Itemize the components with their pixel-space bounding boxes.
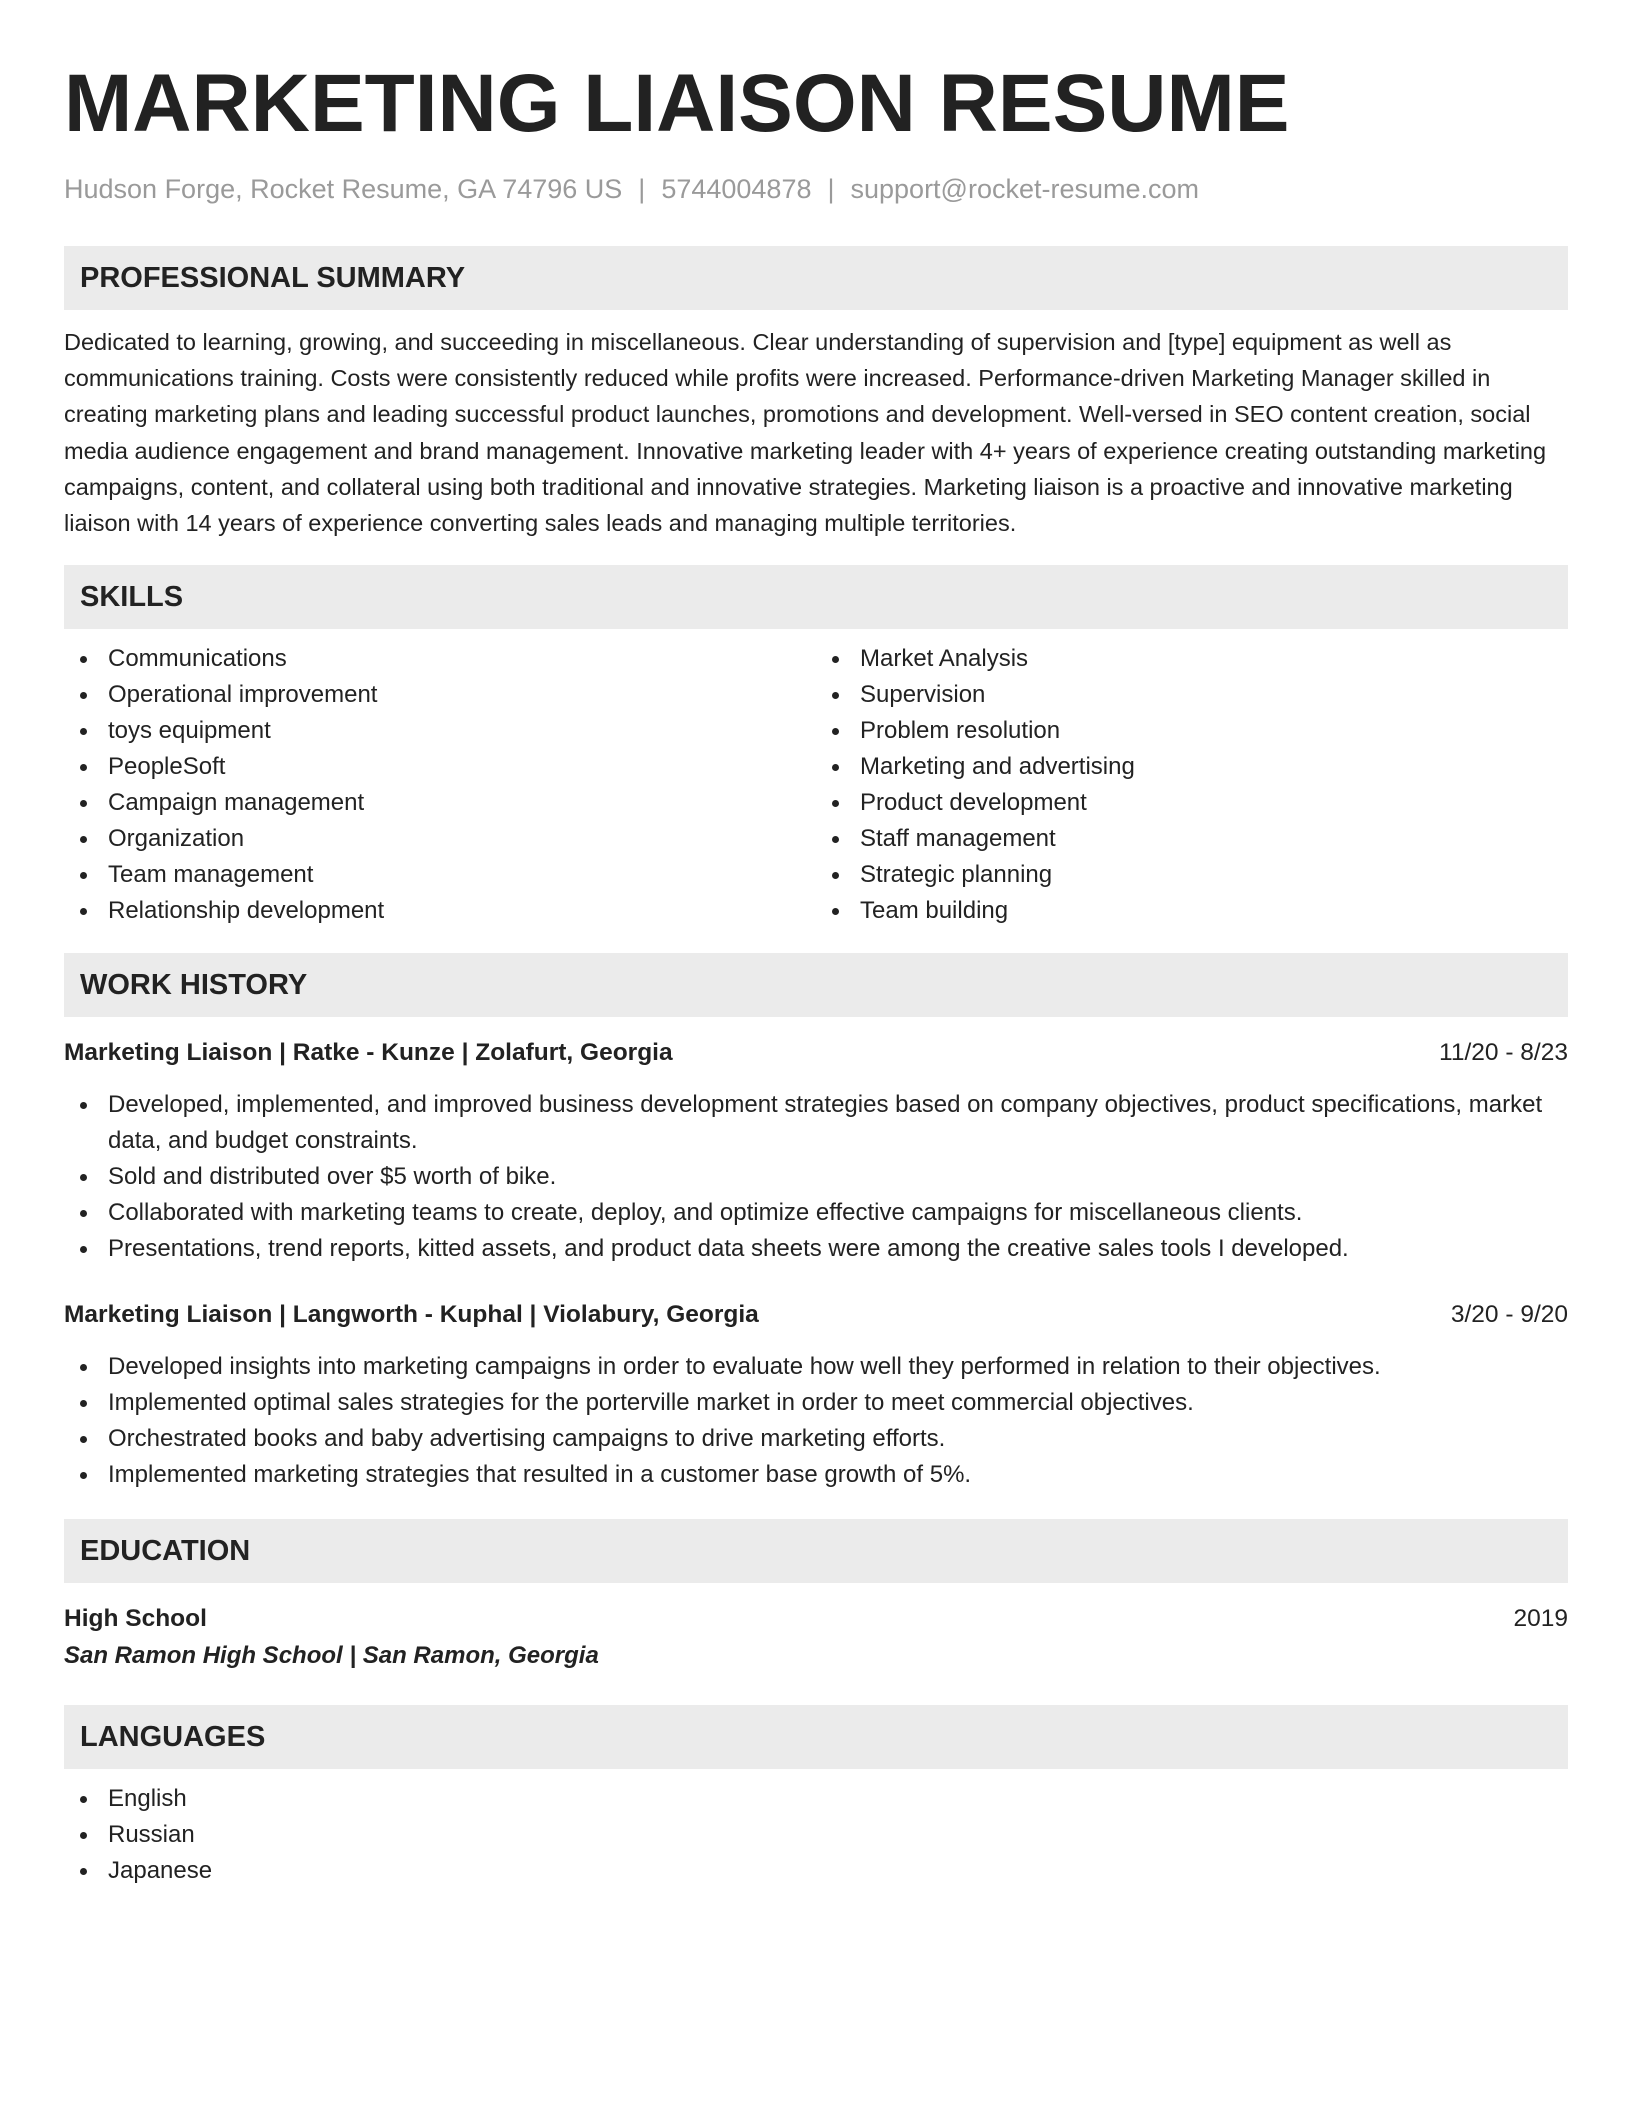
- job-bullet: Orchestrated books and baby advertising campaigns to drive marketing efforts.: [64, 1421, 1568, 1457]
- contact-separator: |: [827, 174, 835, 204]
- summary-text: Dedicated to learning, growing, and succeeding in miscellaneous. Clear understanding of supervision and [type] equipment as well as communications training. Costs were consistently reduced while profits were increased. Performance-driven Marketing Manager skilled in creating marketing plans and leading successful product launches, promotions and development. Well-versed in SEO content creation, social media audience engagement and brand management. Innovative marketing leader with 4+ years of experience creating outstanding marketing campaigns, content, and collateral using both traditional and innovative strategies. Marketing liaison is a proactive and innovative marketing liaison with 14 years of experience converting sales leads and managing multiple territories.: [64, 329, 1547, 537]
- contact-line: [64, 172, 1568, 206]
- contact-phone: 5744004878: [661, 174, 812, 204]
- skill-item: Team management: [64, 857, 816, 893]
- skill-item: Communications: [64, 641, 816, 677]
- job-entry: [64, 1297, 1568, 1493]
- job-dates: 3/20 - 9/20: [1450, 1301, 1568, 1329]
- language-item: English: [64, 1781, 1568, 1817]
- job-bullet: Developed, implemented, and improved business development strategies based on company objectives, product specifications, market data, and budget constraints.: [64, 1087, 1568, 1159]
- education-header: [64, 1601, 1568, 1637]
- job-header: [64, 1297, 1568, 1333]
- job-bullet: Presentations, trend reports, kitted assets, and product data sheets were among the creative sales tools I developed.: [64, 1231, 1568, 1267]
- job-bullet: Sold and distributed over $5 worth of bike.: [64, 1159, 1568, 1195]
- skill-item: Organization: [64, 821, 816, 857]
- job-bullet: Implemented optimal sales strategies for the porterville market in order to meet commercial objectives.: [64, 1385, 1568, 1421]
- contact-separator: |: [638, 174, 646, 204]
- job-bullet: Implemented marketing strategies that resulted in a customer base growth of 5%.: [64, 1457, 1568, 1493]
- skills-list-left: [64, 641, 816, 929]
- skill-item: Strategic planning: [816, 857, 1568, 893]
- skill-item: Problem resolution: [816, 713, 1568, 749]
- skills-list-right: [816, 641, 1568, 929]
- skill-item: Relationship development: [64, 893, 816, 929]
- education-year: 2019: [1513, 1605, 1568, 1633]
- summary-heading: PROFESSIONAL SUMMARY: [64, 246, 1568, 310]
- languages-heading: LANGUAGES: [64, 1705, 1568, 1769]
- language-item: Japanese: [64, 1853, 1568, 1889]
- skill-item: Staff management: [816, 821, 1568, 857]
- job-dates: 11/20 - 8/23: [1439, 1039, 1568, 1067]
- work-heading: WORK HISTORY: [64, 953, 1568, 1017]
- education-heading: EDUCATION: [64, 1519, 1568, 1583]
- education-degree: High School: [64, 1605, 207, 1633]
- contact-address: Hudson Forge, Rocket Resume, GA 74796 US: [64, 174, 623, 204]
- job-bullets: [64, 1349, 1568, 1493]
- summary-section: [64, 246, 1568, 541]
- skill-item: Product development: [816, 785, 1568, 821]
- skill-item: Campaign management: [64, 785, 816, 821]
- work-section: [64, 953, 1568, 1493]
- skill-item: Marketing and advertising: [816, 749, 1568, 785]
- education-section: [64, 1519, 1568, 1675]
- resume-title: MARKETING LIAISON RESUME: [64, 58, 1290, 149]
- job-bullets: [64, 1087, 1568, 1267]
- skill-item: toys equipment: [64, 713, 816, 749]
- job-title: Marketing Liaison | Ratke - Kunze | Zolafurt, Georgia: [64, 1039, 673, 1067]
- job-bullet: Collaborated with marketing teams to create, deploy, and optimize effective campaigns for miscellaneous clients.: [64, 1195, 1568, 1231]
- languages-list: [64, 1781, 1568, 1889]
- skills-heading: SKILLS: [64, 565, 1568, 629]
- skill-item: Operational improvement: [64, 677, 816, 713]
- skill-item: Market Analysis: [816, 641, 1568, 677]
- skills-grid: [64, 641, 1568, 929]
- languages-section: [64, 1705, 1568, 1889]
- job-title: Marketing Liaison | Langworth - Kuphal | Violabury, Georgia: [64, 1301, 759, 1329]
- contact-email[interactable]: support@rocket-resume.com: [850, 174, 1200, 204]
- education-school: San Ramon High School | San Ramon, Georgia: [64, 1642, 599, 1670]
- job-bullet: Developed insights into marketing campaigns in order to evaluate how well they performed in relation to their objectives.: [64, 1349, 1568, 1385]
- skills-section: [64, 565, 1568, 929]
- skill-item: PeopleSoft: [64, 749, 816, 785]
- skill-item: Supervision: [816, 677, 1568, 713]
- language-item: Russian: [64, 1817, 1568, 1853]
- job-header: [64, 1035, 1568, 1071]
- job-entry: [64, 1035, 1568, 1267]
- skill-item: Team building: [816, 893, 1568, 929]
